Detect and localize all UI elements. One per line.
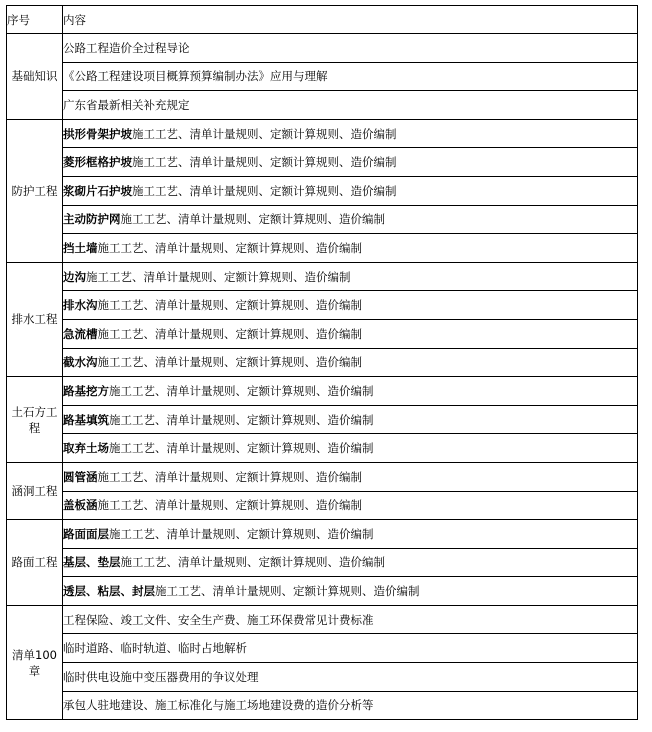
- topic-keyword: 菱形框格护坡: [63, 155, 132, 170]
- topic-description: 公路工程造价全过程导论: [63, 40, 190, 55]
- content-cell: [63, 91, 638, 120]
- table-row: [7, 348, 638, 377]
- header-row: [7, 6, 638, 34]
- content-cell: [63, 262, 638, 291]
- content-cell: [63, 491, 638, 520]
- table-row: [7, 405, 638, 434]
- table-row: [7, 663, 638, 692]
- topic-description: 施工工艺、清单计量规则、定额计算规则、造价编制: [120, 212, 385, 227]
- table-row: [7, 319, 638, 348]
- topic-description: 施工工艺、清单计量规则、定额计算规则、造价编制: [109, 412, 374, 427]
- table-row: [7, 205, 638, 234]
- topic-keyword: 路面面层: [63, 526, 109, 541]
- topic-keyword: 边沟: [63, 269, 86, 284]
- topic-description: 施工工艺、清单计量规则、定额计算规则、造价编制: [109, 383, 374, 398]
- content-cell: [63, 634, 638, 663]
- topic-description: 承包人驻地建设、施工标准化与施工场地建设费的造价分析等: [63, 698, 374, 713]
- content-cell: [63, 548, 638, 577]
- topic-keyword: 盖板涵: [63, 498, 98, 513]
- category-cell: 基础知识: [7, 34, 63, 120]
- content-cell: [63, 291, 638, 320]
- content-cell: [63, 234, 638, 263]
- table-row: [7, 291, 638, 320]
- content-cell: [63, 119, 638, 148]
- topic-keyword: 路基填筑: [63, 412, 109, 427]
- category-cell: 涵洞工程: [7, 462, 63, 519]
- category-cell: 排水工程: [7, 262, 63, 376]
- topic-description: 《公路工程建设项目概算预算编制办法》应用与理解: [63, 69, 328, 84]
- content-cell: [63, 377, 638, 406]
- topic-description: 施工工艺、清单计量规则、定额计算规则、造价编制: [155, 584, 420, 599]
- table-row: [7, 605, 638, 634]
- content-cell: [63, 62, 638, 91]
- table-row: [7, 634, 638, 663]
- header-content: 内容: [63, 6, 638, 34]
- topic-description: 施工工艺、清单计量规则、定额计算规则、造价编制: [86, 269, 351, 284]
- content-cell: [63, 348, 638, 377]
- table-row: [7, 434, 638, 463]
- topic-description: 施工工艺、清单计量规则、定额计算规则、造价编制: [109, 526, 374, 541]
- topic-keyword: 圆管涵: [63, 469, 98, 484]
- topic-description: 施工工艺、清单计量规则、定额计算规则、造价编制: [97, 298, 362, 313]
- content-cell: [63, 319, 638, 348]
- topic-description: 施工工艺、清单计量规则、定额计算规则、造价编制: [132, 126, 397, 141]
- topic-description: 施工工艺、清单计量规则、定额计算规则、造价编制: [97, 326, 362, 341]
- table-row: [7, 234, 638, 263]
- table-body: [7, 34, 638, 720]
- header-seq: 序号: [7, 6, 63, 34]
- topic-keyword: 截水沟: [63, 355, 98, 370]
- topic-keyword: 急流槽: [63, 326, 98, 341]
- table-row: [7, 691, 638, 720]
- topic-description: 施工工艺、清单计量规则、定额计算规则、造价编制: [132, 155, 397, 170]
- content-cell: [63, 405, 638, 434]
- content-cell: [63, 520, 638, 549]
- content-cell: [63, 663, 638, 692]
- table-row: [7, 491, 638, 520]
- topic-keyword: 挡土墙: [63, 240, 98, 255]
- content-cell: [63, 148, 638, 177]
- category-cell: 清单100章: [7, 605, 63, 719]
- topic-keyword: 主动防护网: [63, 212, 121, 227]
- topic-description: 施工工艺、清单计量规则、定额计算规则、造价编制: [97, 469, 362, 484]
- table-row: [7, 520, 638, 549]
- topic-keyword: 基层、垫层: [63, 555, 121, 570]
- content-cell: [63, 577, 638, 606]
- content-cell: [63, 205, 638, 234]
- table-row: [7, 462, 638, 491]
- topic-keyword: 透层、粘层、封层: [63, 584, 155, 599]
- topic-description: 工程保险、竣工文件、安全生产费、施工环保费常见计费标准: [63, 612, 374, 627]
- topic-description: 广东省最新相关补充规定: [63, 97, 190, 112]
- topic-description: 临时供电设施中变压器费用的争议处理: [63, 669, 259, 684]
- content-cell: [63, 34, 638, 63]
- topic-keyword: 路基挖方: [63, 383, 109, 398]
- topic-description: 临时道路、临时轨道、临时占地解析: [63, 641, 247, 656]
- topic-description: 施工工艺、清单计量规则、定额计算规则、造价编制: [97, 355, 362, 370]
- table-row: [7, 91, 638, 120]
- topic-description: 施工工艺、清单计量规则、定额计算规则、造价编制: [97, 240, 362, 255]
- topic-description: 施工工艺、清单计量规则、定额计算规则、造价编制: [109, 441, 374, 456]
- topic-description: 施工工艺、清单计量规则、定额计算规则、造价编制: [132, 183, 397, 198]
- table-row: [7, 262, 638, 291]
- table-row: [7, 176, 638, 205]
- topic-keyword: 排水沟: [63, 298, 98, 313]
- topic-keyword: 取弃土场: [63, 441, 109, 456]
- table-row: [7, 34, 638, 63]
- table-row: [7, 377, 638, 406]
- content-cell: [63, 605, 638, 634]
- category-cell: 土石方工程: [7, 377, 63, 463]
- content-cell: [63, 462, 638, 491]
- course-content-table: [6, 5, 638, 720]
- topic-keyword: 浆砌片石护坡: [63, 183, 132, 198]
- table-row: [7, 148, 638, 177]
- table-row: [7, 577, 638, 606]
- table-row: [7, 548, 638, 577]
- table-row: [7, 62, 638, 91]
- category-cell: 防护工程: [7, 119, 63, 262]
- topic-keyword: 拱形骨架护坡: [63, 126, 132, 141]
- content-cell: [63, 176, 638, 205]
- category-cell: 路面工程: [7, 520, 63, 606]
- content-cell: [63, 434, 638, 463]
- topic-description: 施工工艺、清单计量规则、定额计算规则、造价编制: [120, 555, 385, 570]
- topic-description: 施工工艺、清单计量规则、定额计算规则、造价编制: [97, 498, 362, 513]
- table-row: [7, 119, 638, 148]
- content-cell: [63, 691, 638, 720]
